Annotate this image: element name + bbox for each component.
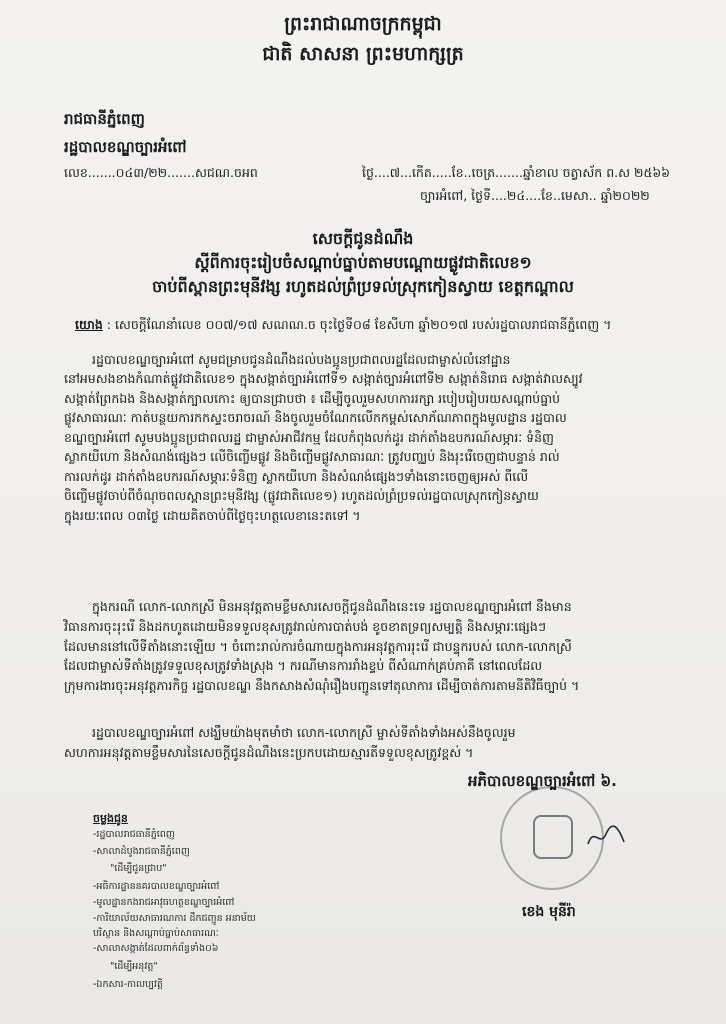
cc-line: "ដើម្បីអនុវត្ត" <box>110 961 158 972</box>
notice-subject-extent: ចាប់ពីស្ពានព្រះមុនីវង្ស រហូតដល់ព្រំប្រទល់ស្រុកកៀនស្វាយ ខេត្តកណ្តាល <box>152 277 574 296</box>
paragraph-line: ដែលជាម្ចាស់ទីតាំងត្រូវទទួលខុសត្រូវទាំងស្រុង ។ ករណីមានការរាំងខ្ទប់ ពីសំណាក់គ្រប់ភាគី នៅពេលដែល <box>64 658 543 673</box>
paragraph-line: ការលក់ដូរ ដាក់តាំងឧបករណ៍សម្ភារៈទំនិញ ស្លាកយីហោ និងសំណង់ផ្សេងៗទាំងនោះចេញឲ្យអស់ ពីលើ <box>64 468 529 484</box>
cc-line: -អធិការដ្ឋាននគរបាលខណ្ឌច្បារអំពៅ <box>93 881 220 892</box>
paragraph-line: ក្នុងករណី លោក-លោកស្រី មិនអនុវត្តតាមខ្លឹមសារសេចក្តីជូនដំណឹងនេះទេ រដ្ឋបាលខណ្ឌច្បារអំពៅ នឹងមាន <box>92 599 572 614</box>
seal-emblem <box>533 815 573 859</box>
paragraph-line: ខណ្ឌច្បារអំពៅ សូមបងប្អូនប្រជាពលរដ្ឋ ជាម្ចាស់អាជីវកម្ម ដែលកំពុងលក់ដូរ ដាក់តាំងឧបករណ៍សម្ភារៈ ទំនិញ <box>64 429 554 445</box>
institution-district: រដ្ឋបាលខណ្ឌច្បារអំពៅ <box>64 138 187 156</box>
handwritten-signature <box>586 822 626 852</box>
body-paragraph-1 <box>92 350 510 370</box>
paragraph-line: រដ្ឋបាលខណ្ឌច្បារអំពៅ សូមជម្រាបជូនដំណឹងដល់បងប្អូនប្រជាពលរដ្ឋដែលជាម្ចាស់លំនៅដ្ឋាន <box>92 352 511 367</box>
reference-line <box>75 317 611 336</box>
cc-line: -សាលាសង្កាត់ដែលពាក់ព័ន្ធទាំង០៦ <box>93 943 219 954</box>
paragraph-line: សហការអនុវត្តតាមខ្លឹមសារនៃសេចក្តីជូនដំណឹងនេះប្រកបដោយស្មារតីទទួលខុសត្រូវខ្ពស់ ។ <box>64 745 474 760</box>
paragraph-line: ក្រុមការងារចុះអនុវត្តភារកិច្ច រដ្ឋបាលខណ្ឌ នឹងកសាងសំណុំរឿងបញ្ជូនទៅតុលាការ ដើម្បីចាត់ការតាមនីតិវិធីច្បាប់ ។ <box>64 677 580 693</box>
cc-line: -ការិយាល័យសាធារណការ ដឹកជញ្ជូន អនាម័យ <box>93 913 256 924</box>
signatory-name: ខេង មុនីរ៉ា <box>522 904 576 920</box>
lunar-date: ថ្ងៃ....៧...កើត.....ខែ..ចេត្រ.......ឆ្នាំខាល ចត្វាស័ក ព.ស ២៥៦៦ <box>362 165 671 180</box>
notice-title: សេចក្តីជូនដំណឹង <box>312 229 414 248</box>
reference-text: : សេចក្តីណែនាំលេខ ០០៧/១៧ សណណ.ច ចុះថ្ងៃទី០៨ ខែសីហា ឆ្នាំ២០១៧ របស់រដ្ឋបាលរាជធានីភ្នំពេញ ។ <box>106 317 612 332</box>
paragraph-line: ដែលមាននៅលើទីតាំងនោះឡើយ ។ ចំពោះរាល់ការចំណាយក្នុងការអនុវត្តការរុះរើ ជាបន្ទុករបស់ លោក-លោកស្រី <box>64 638 572 654</box>
paragraph-line: សង្កាត់ព្រែកឯង និងសង្កាត់ក្បាលកោះ ឲ្យបានជ្រាបថា ៖ ដើម្បីចូលរួមសហការរក្សា របៀបរៀបរយសណ្តាប់ធ្នាប់ <box>64 390 561 406</box>
solar-date: ច្បារអំពៅ, ថ្ងៃទី....២៤....ខែ..មេសា.. ឆ្នាំ២០២២ <box>420 188 650 203</box>
signatory-title: អភិបាលខណ្ឌច្បារអំពៅ ៦. <box>468 772 617 790</box>
reference-label: យោង <box>75 317 103 332</box>
cc-line: បរិស្ថាន និងសណ្តាប់ធ្នាប់សាធារណៈ <box>93 928 219 939</box>
cc-line: -សាលាដំបូងរាជធានីភ្នំពេញ <box>93 846 190 857</box>
institution-capital: រាជធានីភ្នំពេញ <box>64 110 145 128</box>
paragraph-line: ក្នុងរយៈពេល ០៣ថ្ងៃ ដោយគិតចាប់ពីថ្ងៃចុះហត្ថលេខានេះតទៅ ។ <box>64 507 361 523</box>
cc-line: -ឯកសារ-កាលប្បវត្តិ <box>93 979 163 990</box>
cc-line: -មូលដ្ឋានកងរាជអាវុធហត្ថខណ្ឌច្បារអំពៅ <box>93 897 235 908</box>
notice-subject: ស្តីពីការចុះរៀបចំសណ្តាប់ធ្នាប់តាមបណ្តោយផ្លូវជាតិលេខ១ <box>194 253 532 272</box>
cc-line: "ដើម្បីជូនជ្រាប" <box>110 863 167 874</box>
cc-line: -រដ្ឋបាលរាជធានីភ្នំពេញ <box>93 829 175 840</box>
paragraph-line: ស្លាកយីហោ និងសំណង់ផ្សេងៗ លើចិញ្ចើមផ្លូវ និងចិញ្ចើមផ្លូវសាធារណៈ ត្រូវបញ្ឈប់ និងរុះរើចេញជាបន្ទាន់ រាល់ <box>64 449 560 464</box>
body-paragraph-3-cont <box>64 743 473 763</box>
paragraph-line: ផ្លូវសាធារណៈ កាត់បន្ថយការកកស្ទះចរាចរណ៍ និងចូលរួមចំណែកលើកកម្ពស់សោភ័ណភាពក្នុងមូលដ្ឋាន រដ្ឋបាល <box>64 410 567 425</box>
paragraph-line: នៅអមសងខាងកំណាត់ផ្លូវជាតិលេខ១ ក្នុងសង្កាត់ច្បារអំពៅទី១ សង្កាត់ច្បារអំពៅទី២ សង្កាត់និរោធ សង្កាត់វាលស្បូវ <box>64 371 583 386</box>
reference-number: លេខ.......០៤៣/២២.......សជណ.ចអព <box>64 165 258 180</box>
kingdom-heading: ព្រះរាជាណាចក្រកម្ពុជា <box>284 13 442 35</box>
body-paragraph-2-cont <box>64 617 579 695</box>
body-paragraph-1-cont <box>64 369 583 525</box>
paragraph-line: រដ្ឋបាលខណ្ឌច្បារអំពៅ សង្ឃឹមយ៉ាងមុតមាំថា លោក-លោកស្រី ម្ចាស់ទីតាំងទាំងអស់នឹងចូលរួម <box>92 725 516 740</box>
cc-heading: ចម្លងជូន <box>93 812 128 825</box>
body-paragraph-2 <box>92 597 572 617</box>
paragraph-line: ចិញ្ចើមផ្លូវចាប់ពីចំណុចពលស្ពានព្រះមុនីវង្ស (ផ្លូវជាតិលេខ១) រហូតដល់ព្រំប្រទល់រដ្ឋបាលស្រុកកៀនស្វាយ <box>64 488 539 503</box>
body-paragraph-3 <box>92 723 516 743</box>
motto-heading: ជាតិ សាសនា ព្រះមហាក្សត្រ <box>262 43 464 65</box>
paragraph-line: វិធានការចុះរុះរើ និងដកហូតដោយមិនទទួលខុសត្រូវរាល់ការបាត់បង់ ខូចខាតទ្រព្យសម្បត្តិ និងសម្ភារៈផ្សេងៗ <box>64 619 547 634</box>
